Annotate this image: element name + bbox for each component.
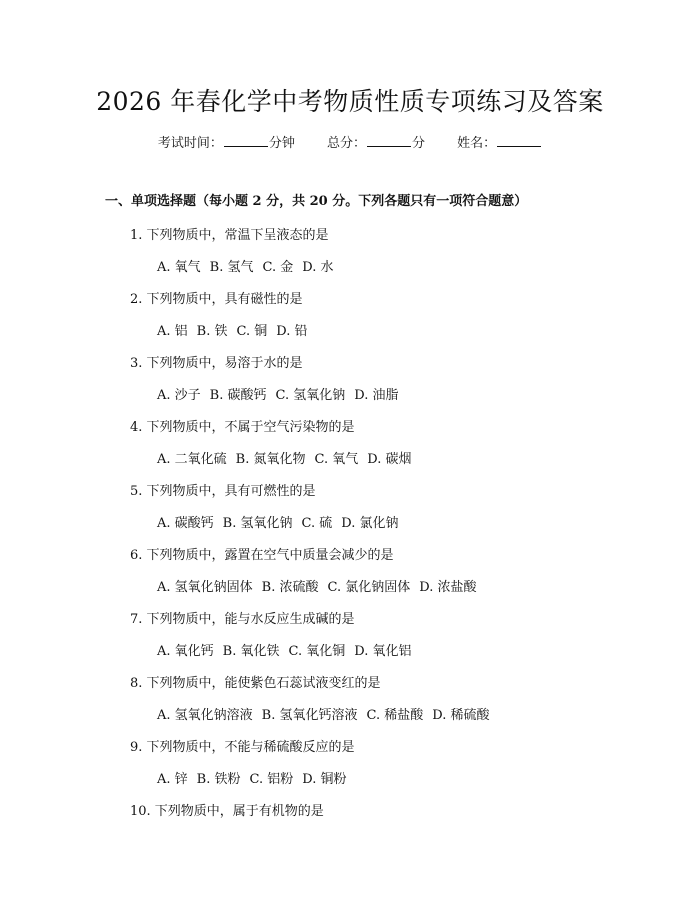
option-item: D. 铅: [276, 324, 308, 339]
option-item: C. 金: [262, 260, 294, 275]
option-item: D. 油脂: [354, 388, 399, 403]
question-options: [157, 704, 498, 723]
option-item: B. 浓硫酸: [261, 580, 319, 595]
option-item: A. 氧气: [157, 260, 201, 275]
question-stem: 1. 下列物质中，常温下呈液态的是: [130, 228, 329, 243]
question-options: [157, 384, 407, 403]
option-item: A. 碳酸钙: [157, 516, 214, 531]
option-item: C. 铜: [236, 324, 268, 339]
question-stem: 9. 下列物质中，不能与稀硫酸反应的是: [130, 740, 355, 755]
question-options: [157, 640, 420, 659]
option-item: A. 氢氧化钠固体: [157, 580, 253, 595]
option-item: C. 铝粉: [249, 772, 294, 787]
option-item: A. 锌: [157, 772, 188, 787]
total-score-label: 总分：: [326, 136, 366, 151]
option-item: D. 水: [302, 260, 334, 275]
question-options: [157, 320, 316, 339]
option-item: C. 氢氧化钠: [275, 388, 346, 403]
section-header: 一、单项选择题（每小题 2 分，共 20 分。下列各题只有一项符合题意）: [105, 194, 528, 209]
question-stem: 8. 下列物质中，能使紫色石蕊试液变红的是: [130, 676, 381, 691]
exam-time-label: 考试时间：: [157, 136, 223, 151]
option-item: B. 碳酸钙: [209, 388, 267, 403]
exam-time-blank: [224, 134, 268, 147]
exam-info: [0, 132, 700, 151]
option-item: D. 铜粉: [302, 772, 347, 787]
question-stem: 7. 下列物质中，能与水反应生成碱的是: [130, 612, 355, 627]
option-item: B. 氮氧化物: [235, 452, 306, 467]
question-stem: 2. 下列物质中，具有磁性的是: [130, 292, 303, 307]
option-item: A. 二氧化硫: [157, 452, 227, 467]
name-field: [457, 136, 542, 151]
question-options: [157, 448, 420, 467]
question-options: [157, 512, 407, 531]
name-label: 姓名：: [457, 136, 497, 151]
total-score-field: [327, 136, 429, 151]
option-item: B. 氧化铁: [222, 644, 280, 659]
question-stem: 10. 下列物质中，属于有机物的是: [130, 804, 324, 819]
option-item: D. 浓盐酸: [419, 580, 477, 595]
page-title: 2026 年春化学中考物质性质专项练习及答案: [96, 87, 604, 116]
question-stem: 3. 下列物质中，易溶于水的是: [130, 356, 303, 371]
total-score-blank: [367, 134, 411, 147]
question-stem: 4. 下列物质中，不属于空气污染物的是: [130, 420, 355, 435]
exam-time-field: [158, 136, 299, 151]
exam-time-unit: 分钟: [268, 136, 295, 151]
total-score-unit: 分: [412, 136, 426, 151]
option-item: C. 氧化铜: [288, 644, 346, 659]
option-item: D. 氧化铝: [354, 644, 412, 659]
option-item: C. 氯化钠固体: [327, 580, 411, 595]
option-item: A. 氢氧化钠溶液: [157, 708, 253, 723]
option-item: A. 铝: [157, 324, 188, 339]
option-item: D. 稀硫酸: [432, 708, 490, 723]
option-item: C. 硫: [301, 516, 333, 531]
option-item: C. 稀盐酸: [366, 708, 424, 723]
question-options: [157, 576, 485, 595]
option-item: C. 氧气: [314, 452, 359, 467]
question-options: [157, 256, 342, 275]
option-item: B. 氢氧化钙溶液: [261, 708, 358, 723]
question-options: [157, 768, 355, 787]
name-blank: [497, 134, 541, 147]
option-item: B. 氢氧化钠: [222, 516, 293, 531]
option-item: B. 氢气: [209, 260, 254, 275]
option-item: B. 铁: [196, 324, 228, 339]
option-item: B. 铁粉: [196, 772, 241, 787]
question-stem: 5. 下列物质中，具有可燃性的是: [130, 484, 316, 499]
option-item: A. 氧化钙: [157, 644, 214, 659]
question-stem: 6. 下列物质中，露置在空气中质量会减少的是: [130, 548, 394, 563]
option-item: A. 沙子: [157, 388, 201, 403]
option-item: D. 氯化钠: [341, 516, 399, 531]
option-item: D. 碳烟: [367, 452, 412, 467]
